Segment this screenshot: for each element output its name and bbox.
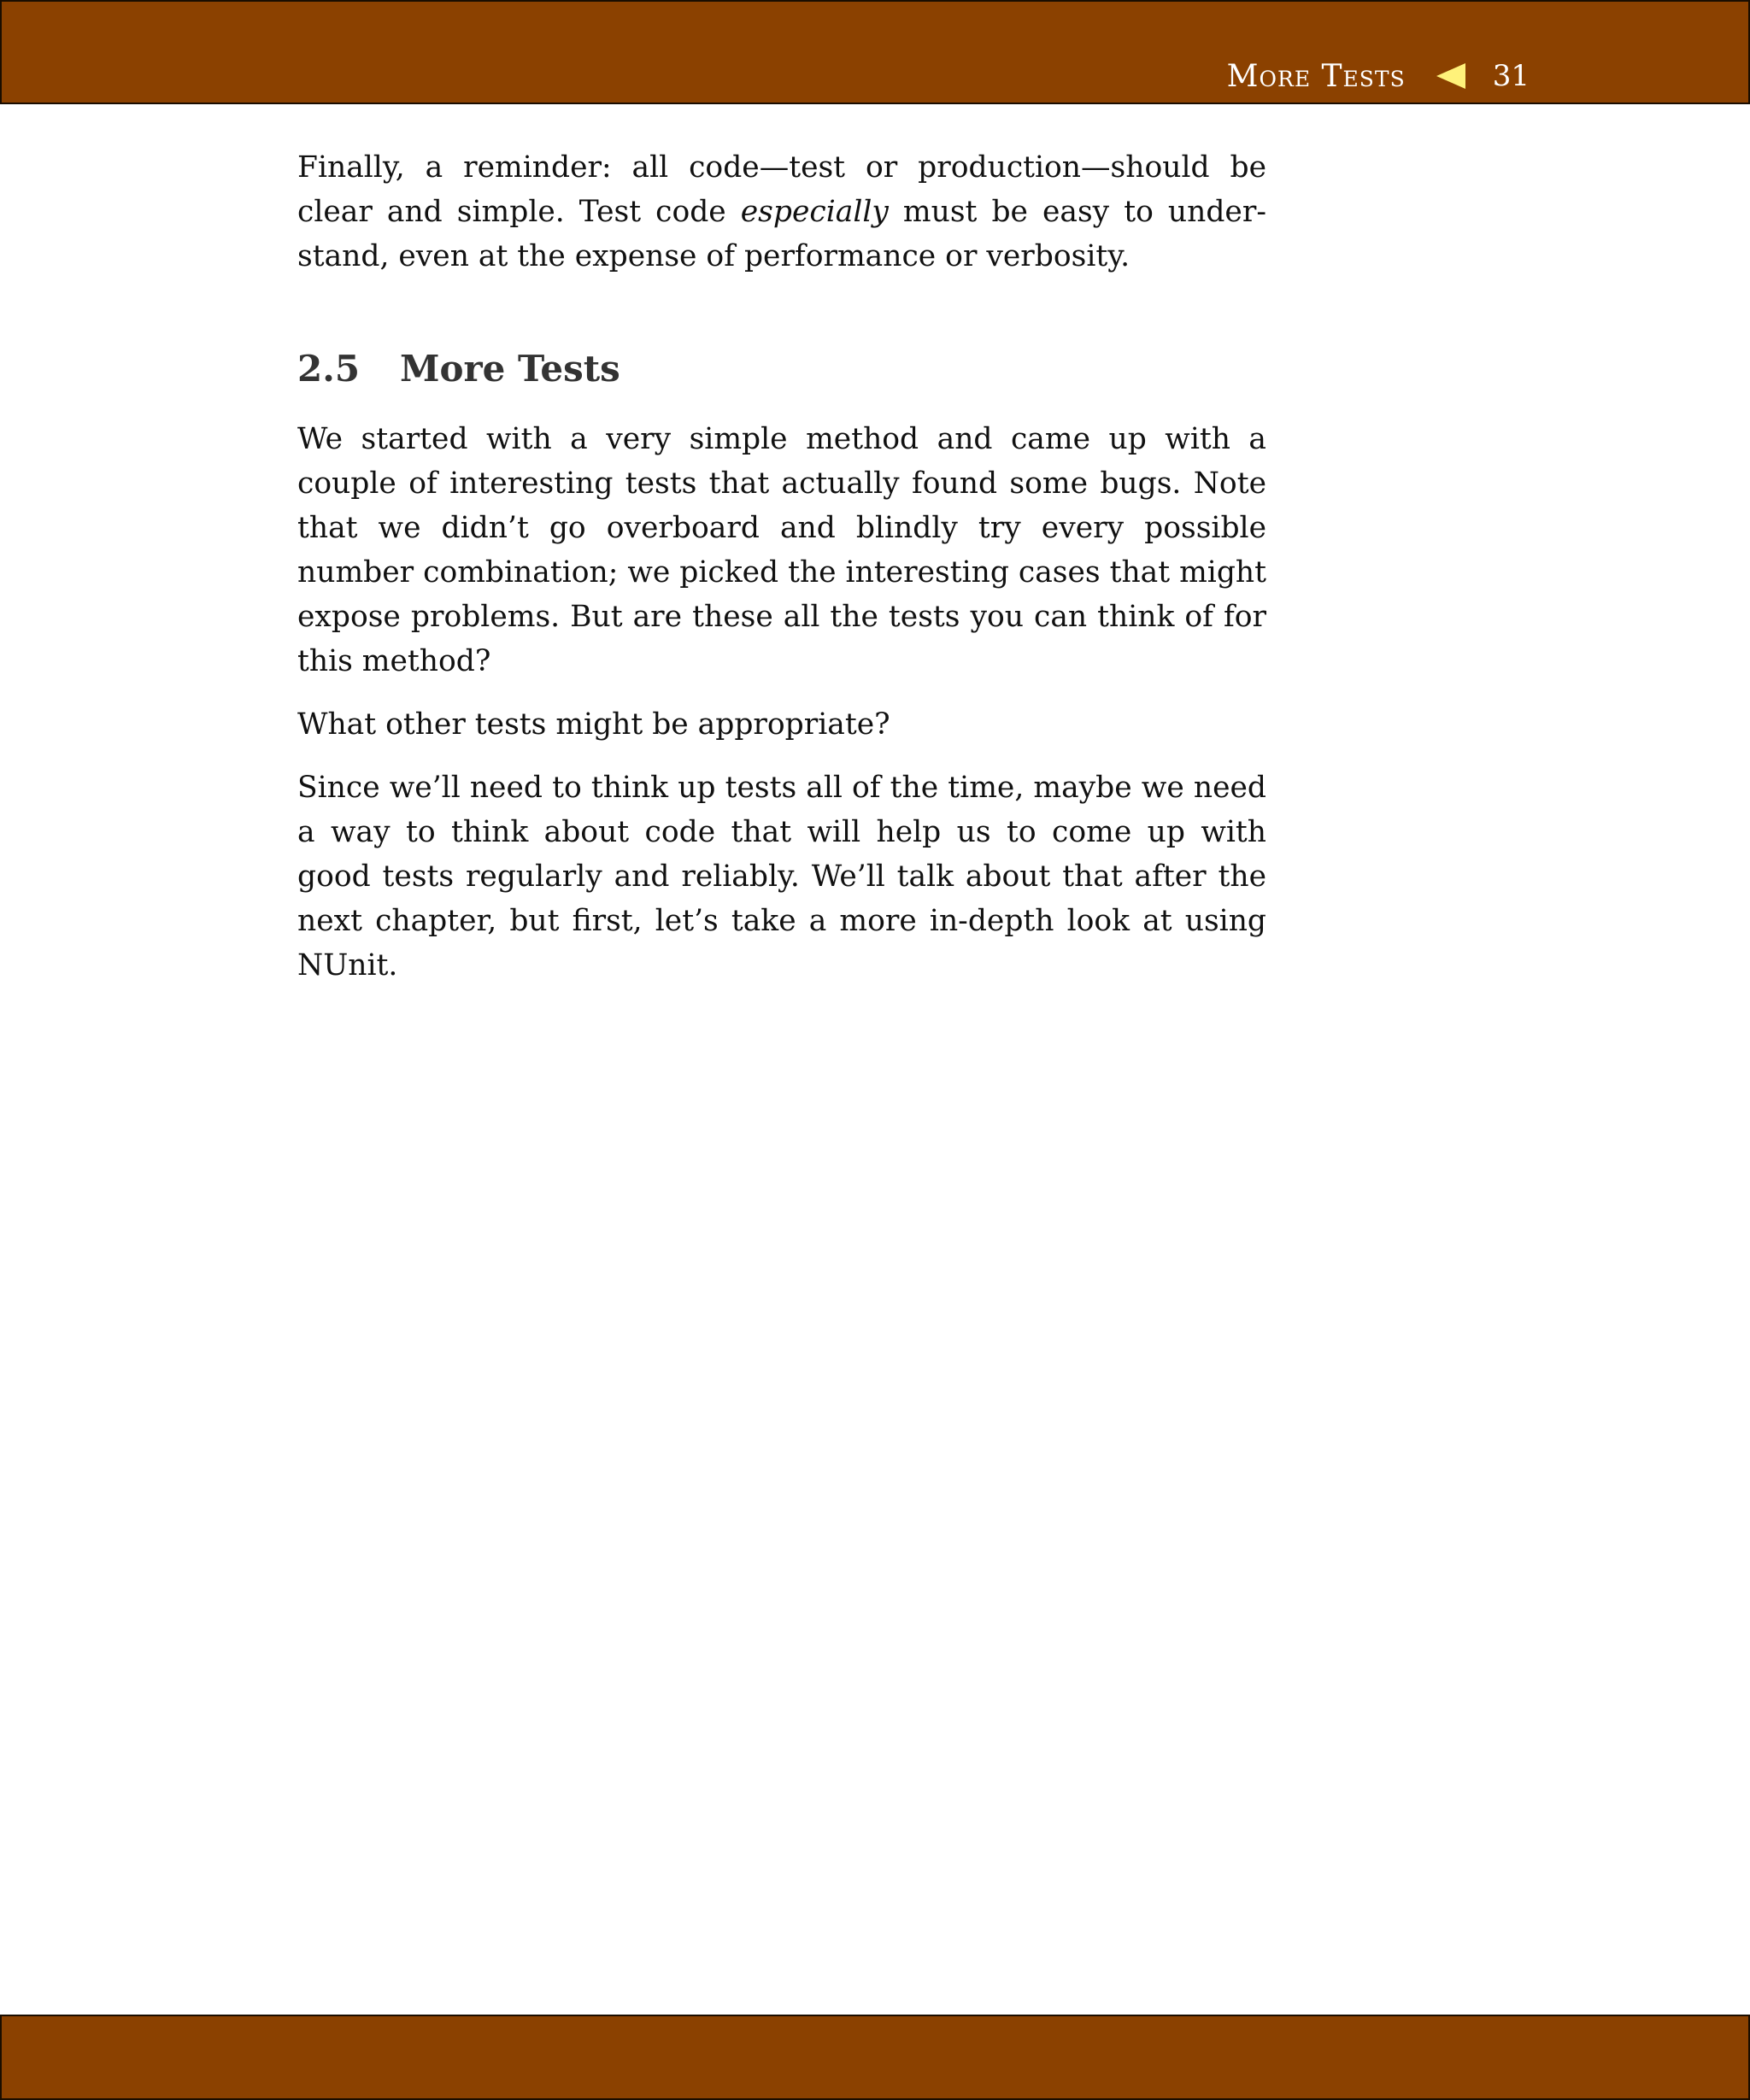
section-heading	[297, 347, 1266, 391]
page-number: 31	[1492, 59, 1530, 93]
running-head	[1227, 55, 1530, 97]
intro-text-end: must be easy to understand, even at the expense of performance or verbosity.	[297, 195, 1266, 273]
intro-paragraph	[297, 145, 1266, 279]
page-header-bar	[0, 0, 1750, 104]
body-paragraph-2: What other tests might be appropriate?	[297, 707, 890, 742]
left-triangle-icon[interactable]	[1436, 63, 1465, 89]
section-number: 2.5	[297, 348, 361, 390]
section-title: More Tests	[400, 348, 620, 390]
running-title: More Tests	[1226, 58, 1406, 94]
page-footer-bar	[0, 2015, 1750, 2100]
body-paragraph-3: Since we’ll need to think up tests all of the time, maybe we need a way to think about code that will help us to come up with good tests regularly and reliably. We’ll talk about that after the next chapter, but first, let’s take a more in-depth look at using NUnit.	[297, 771, 1266, 983]
page-content	[297, 145, 1266, 1006]
emphasis-text: especially	[740, 195, 889, 229]
body-paragraph-1: We started with a very simple method and came up with a couple of interesting tests that actually found some bugs. Note that we didn’t go overboard and blindly try every possible number combination; we picked the interesting cases that might expose problems. But are these all the tests you can think of for this method?	[297, 422, 1266, 678]
intro-text-start: Finally, a reminder: all code—test or production—should be clear and simple. Test code	[297, 150, 1266, 229]
